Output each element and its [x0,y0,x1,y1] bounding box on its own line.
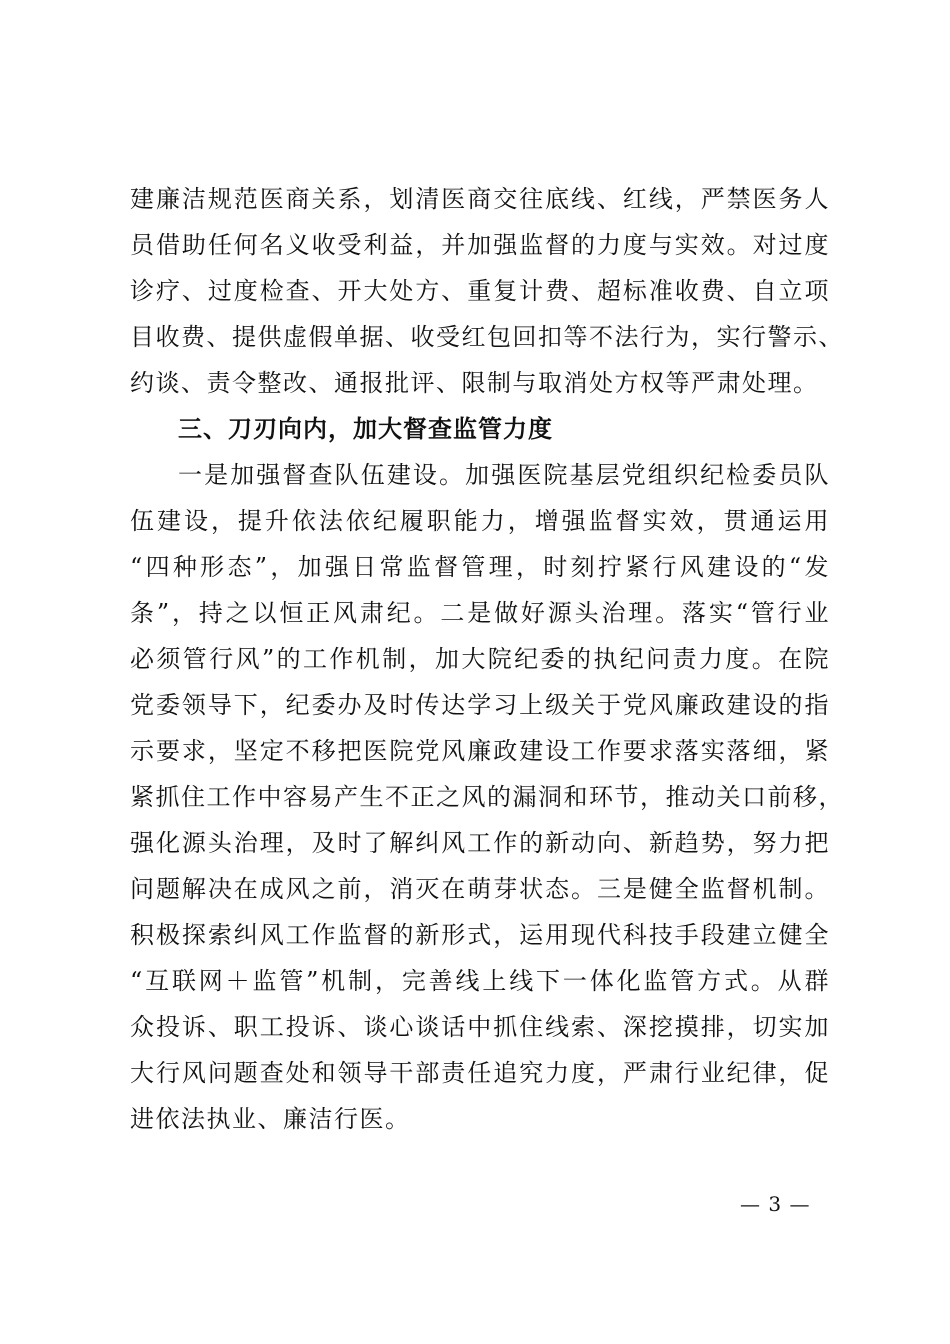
paragraph-line: 大行风问题查处和领导干部责任追究力度，严肃行业纪律，促 [130,1059,830,1087]
page-number: — 3 — [740,1192,811,1216]
document-body [130,176,844,1142]
paragraph-line: 伍建设，提升依法依纪履职能力，增强监督实效，贯通运用 [130,507,830,535]
paragraph-line: 积极探索纠风工作监督的新形式，运用现代科技手段建立健全 [130,921,830,949]
paragraph-line: 强化源头治理，及时了解纠风工作的新动向、新趋势，努力把 [130,829,830,857]
paragraph-line: 约谈、责令整改、通报批评、限制与取消处方权等严肃处理。 [130,369,819,397]
section-heading: 三、刀刃向内，加大督查监管力度 [178,415,553,443]
paragraph-line: 目收费、提供虚假单据、收受红包回扣等不法行为，实行警示、 [130,323,844,351]
paragraph-line: 一是加强督查队伍建设。加强医院基层党组织纪检委员队 [178,461,830,489]
paragraph-line: 条”，持之以恒正风肃纪。二是做好源头治理。落实“管行业 [130,599,830,627]
paragraph-line: 党委领导下，纪委办及时传达学习上级关于党风廉政建设的指 [130,691,830,719]
paragraph-line: 必须管行风”的工作机制，加大院纪委的执纪问责力度。在院 [130,645,830,673]
paragraph-line: 诊疗、过度检查、开大处方、重复计费、超标准收费、自立项 [130,277,830,305]
paragraph-line: 员借助任何名义收受利益，并加强监督的力度与实效。对过度 [130,231,830,259]
paragraph-line: 众投诉、职工投诉、谈心谈话中抓住线索、深挖摸排，切实加 [130,1013,830,1041]
paragraph-line: “互联网＋监管”机制，完善线上线下一体化监管方式。从群 [130,967,830,995]
paragraph-line: “四种形态”，加强日常监督管理，时刻拧紧行风建设的“发 [130,553,830,581]
paragraph-line: 建廉洁规范医商关系，划清医商交往底线、红线，严禁医务人 [130,185,830,213]
paragraph-line: 紧抓住工作中容易产生不正之风的漏洞和环节，推动关口前移， [130,783,844,811]
paragraph-line: 进依法执业、廉洁行医。 [130,1105,411,1133]
paragraph-line: 示要求，坚定不移把医院党风廉政建设工作要求落实落细，紧 [130,737,830,765]
paragraph-line: 问题解决在成风之前，消灭在萌芽状态。三是健全监督机制。 [130,875,830,903]
